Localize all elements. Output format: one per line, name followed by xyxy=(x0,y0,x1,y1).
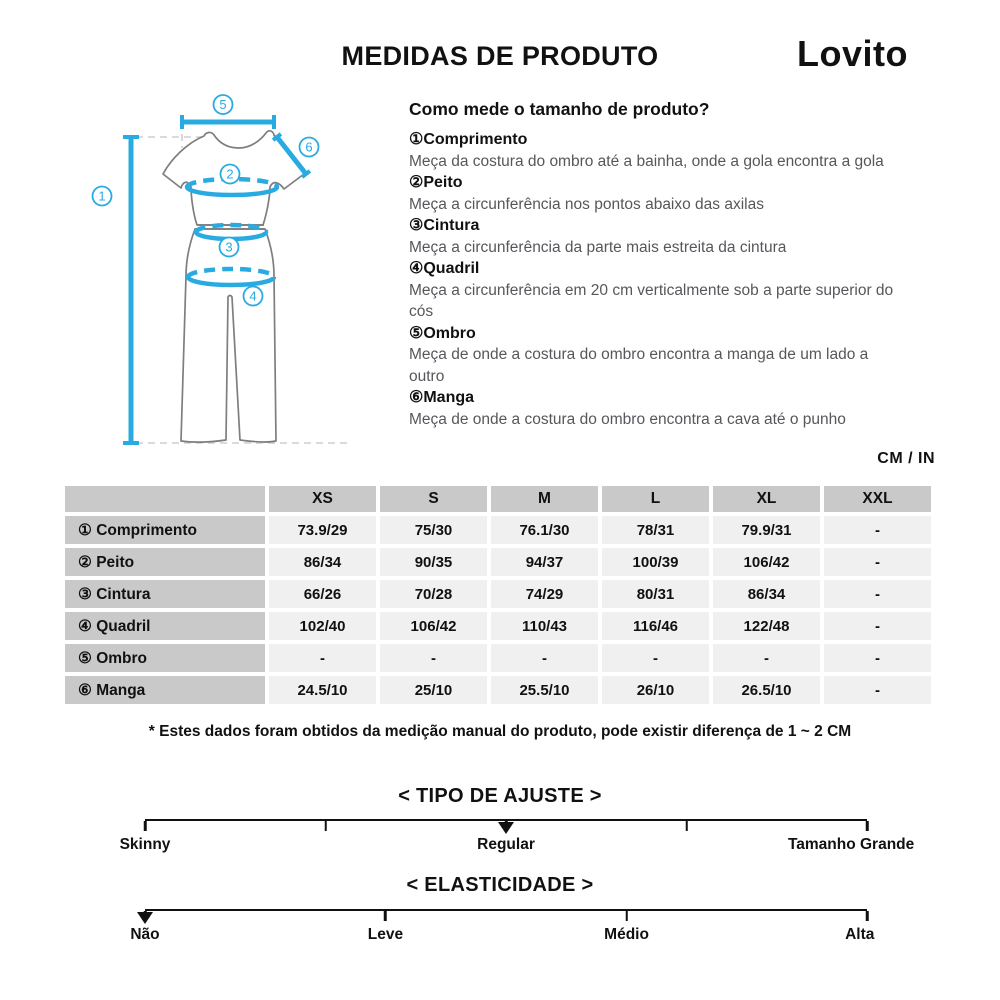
badge-4: 4 xyxy=(249,288,257,304)
size-table-cell: 26.5/10 xyxy=(713,676,820,704)
size-table-cell: 78/31 xyxy=(602,516,709,544)
fit-scale-title: < ELASTICIDADE > xyxy=(406,874,594,896)
howto-section xyxy=(409,99,937,430)
size-table-header-cell: XS xyxy=(269,486,376,512)
size-table-header-cell: M xyxy=(491,486,598,512)
badge-1: 1 xyxy=(98,188,106,204)
fit-scale-title: < TIPO DE AJUSTE > xyxy=(398,785,602,807)
size-table-cell: 80/31 xyxy=(602,580,709,608)
size-table-cell: 75/30 xyxy=(380,516,487,544)
scale-label: Skinny xyxy=(119,836,171,853)
size-table-cell: 76.1/30 xyxy=(491,516,598,544)
size-table-cell: - xyxy=(824,644,931,672)
howto-item-desc: Meça de onde a costura do ombro encontra a manga de um lado a xyxy=(409,346,869,363)
scale-tick xyxy=(685,821,688,831)
howto-item-desc: cós xyxy=(409,303,434,320)
size-table-cell: 25/10 xyxy=(380,676,487,704)
scale-label: Médio xyxy=(604,926,649,943)
size-table-cell: 79.9/31 xyxy=(713,516,820,544)
scale-tick xyxy=(866,821,869,831)
size-table-cell: - xyxy=(824,548,931,576)
fit-scale-line xyxy=(145,909,867,911)
howto-item xyxy=(409,258,937,323)
scale-marker xyxy=(498,822,514,834)
scale-tick xyxy=(625,911,628,921)
size-table-cell: - xyxy=(824,676,931,704)
size-table xyxy=(65,486,931,704)
hip-measure-ellipse xyxy=(188,277,274,285)
howto-item-label: ⑥Manga xyxy=(409,389,475,406)
fit-scale-line xyxy=(145,819,867,821)
scale-label: Não xyxy=(130,926,160,943)
size-table-cell: 100/39 xyxy=(602,548,709,576)
size-table-cell: 122/48 xyxy=(713,612,820,640)
scale-label: Regular xyxy=(477,836,535,853)
size-table-cell: 90/35 xyxy=(380,548,487,576)
brand-logo: Lovito xyxy=(797,33,908,74)
howto-item-desc: outro xyxy=(409,367,445,385)
size-table-cell: 74/29 xyxy=(491,580,598,608)
scale-labels xyxy=(130,926,875,946)
scale-tick xyxy=(144,821,147,831)
scale-labels xyxy=(119,836,915,856)
badge-5: 5 xyxy=(219,97,227,112)
howto-item-desc: Meça a circunferência em 20 cm verticalmente sob a parte superior do xyxy=(409,281,894,299)
badge-3: 3 xyxy=(225,239,233,255)
scale-label: Tamanho Grande xyxy=(787,836,915,853)
badge-6: 6 xyxy=(305,139,313,155)
size-table-cell: - xyxy=(713,644,820,672)
size-table-row-label: ① Comprimento xyxy=(65,516,265,544)
howto-item-label: ④Quadril xyxy=(409,260,480,277)
howto-item-desc: Meça de onde a costura do ombro encontra a cava até o punho xyxy=(409,410,846,428)
scale-marker xyxy=(137,912,153,924)
size-table-cell: 86/34 xyxy=(713,580,820,608)
size-table-cell: - xyxy=(824,612,931,640)
scale-label: Alta xyxy=(845,926,875,943)
scale-tick xyxy=(866,911,869,921)
size-table-row-label: ⑥ Manga xyxy=(65,676,265,704)
howto-item xyxy=(409,387,937,430)
footnote: * Estes dados foram obtidos da medição manual do produto, pode existir diferença de 1 ~ 2 CM xyxy=(148,723,852,740)
howto-item-label: ①Comprimento xyxy=(409,131,528,148)
howto-item-label: ⑤Ombro xyxy=(409,324,476,342)
size-table-header-cell: XXL xyxy=(824,486,931,512)
size-table-cell: 26/10 xyxy=(602,676,709,704)
badge-2: 2 xyxy=(226,166,234,182)
howto-item xyxy=(409,172,937,215)
size-table-cell: 102/40 xyxy=(269,612,376,640)
size-table-cell: 86/34 xyxy=(269,548,376,576)
size-table-cell: 24.5/10 xyxy=(269,676,376,704)
size-table-cell: 73.9/29 xyxy=(269,516,376,544)
size-table-corner-cell xyxy=(65,486,265,512)
size-table-cell: 110/43 xyxy=(491,612,598,640)
size-table-header-cell: L xyxy=(602,486,709,512)
size-table-header-cell: S xyxy=(380,486,487,512)
size-table-cell: - xyxy=(491,644,598,672)
size-table-cell: 94/37 xyxy=(491,548,598,576)
howto-item-label: ②Peito xyxy=(409,174,463,191)
measurement-diagram xyxy=(60,90,400,470)
howto-item xyxy=(409,129,937,172)
scale-tick xyxy=(384,911,387,921)
size-table-cell: - xyxy=(269,644,376,672)
howto-list xyxy=(409,129,937,430)
size-table-cell: - xyxy=(380,644,487,672)
howto-item-label: ③Cintura xyxy=(409,217,480,234)
garment-pants xyxy=(181,229,276,442)
size-table-cell: 106/42 xyxy=(380,612,487,640)
size-table-header-cell: XL xyxy=(713,486,820,512)
size-table-cell: 70/28 xyxy=(380,580,487,608)
scale-label: Leve xyxy=(367,926,404,943)
howto-item xyxy=(409,215,937,258)
scale-tick xyxy=(324,821,327,831)
howto-heading: Como mede o tamanho de produto? xyxy=(409,99,710,119)
page-title: MEDIDAS DE PRODUTO xyxy=(341,41,659,71)
size-table-cell: 25.5/10 xyxy=(491,676,598,704)
size-table-cell: 116/46 xyxy=(602,612,709,640)
howto-item-desc: Meça a circunferência nos pontos abaixo das axilas xyxy=(409,195,764,213)
howto-item-desc: Meça a circunferência da parte mais estreita da cintura xyxy=(409,238,787,256)
size-table-cell: - xyxy=(602,644,709,672)
howto-item-desc: Meça da costura do ombro até a bainha, onde a gola encontra a gola xyxy=(409,152,884,170)
diagram-badges xyxy=(93,95,319,306)
size-table-cell: 66/26 xyxy=(269,580,376,608)
size-table-row-label: ② Peito xyxy=(65,548,265,576)
size-table-cell: - xyxy=(824,516,931,544)
size-table-cell: - xyxy=(824,580,931,608)
measure-marks xyxy=(123,115,313,443)
size-table-row-label: ④ Quadril xyxy=(65,612,265,640)
size-table-row-label: ⑤ Ombro xyxy=(65,644,265,672)
howto-item xyxy=(409,323,937,388)
chest-measure-ellipse xyxy=(187,187,277,195)
size-table-cell: 106/42 xyxy=(713,548,820,576)
units-label: CM / IN xyxy=(877,450,935,467)
size-table-row-label: ③ Cintura xyxy=(65,580,265,608)
